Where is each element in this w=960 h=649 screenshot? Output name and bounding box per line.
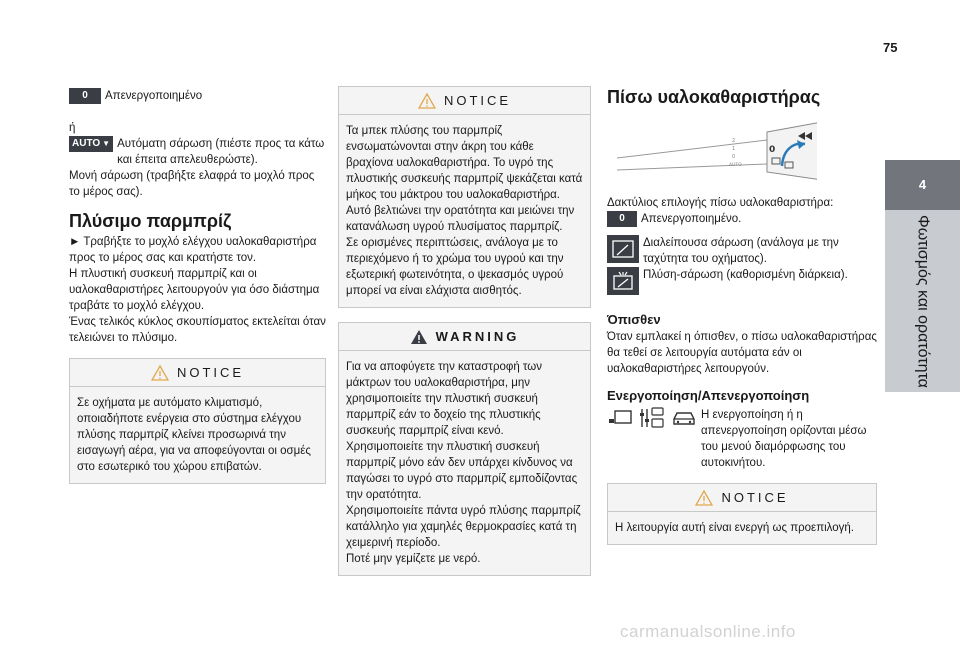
svg-text:2: 2 [732,138,736,144]
rear-off-badge: 0 [607,211,637,227]
auto-row [69,136,326,168]
page-number: 75 [883,40,898,55]
column-2 [338,80,591,576]
notice-label: NOTICE [176,364,245,380]
rear-wiper-heading: Πίσω υαλοκαθαριστήρας [607,87,821,107]
column-1 [69,80,326,484]
intermittent-row [607,235,877,267]
svg-text:0: 0 [732,154,736,160]
warning-triangle-icon [410,329,428,345]
reverse-text: Όταν εμπλακεί η όπισθεν, ο πίσω υαλοκαθαριστήρας θα τεθεί σε λειτουργία αυτόματα εάν οι υαλοκαθαριστήρες λειτουργούν. [607,331,877,375]
rear-wash-wipe-icon [607,267,639,295]
notice-triangle-icon [151,365,169,381]
or-text: ή [69,122,76,134]
watermark: carmanualsonline.info [620,622,796,641]
wash-row [607,267,877,295]
activation-heading: Ενεργοποίηση/Απενεργοποίηση [607,388,810,403]
washer-instruction: ► Τραβήξτε το μοχλό ελέγχου υαλοκαθαριστήρα προς το μέρος σας και κρατήστε τον. [69,236,317,264]
svg-text:0: 0 [769,145,776,155]
column-3 [607,80,877,545]
warning-label: WARNING [435,328,520,344]
activation-row [607,407,877,471]
warning-text-4: Ποτέ μην γεμίζετε με νερό. [346,553,481,565]
warning-text-3: Χρησιμοποιείτε πάντα υγρό πλύσης παρμπρίζ κατάλληλο για χαμηλές θερμοκρασίες κατά τη χειμερινή περίοδο. [346,505,581,549]
touchscreen-icon [607,409,633,427]
chapter-number: 4 [885,160,960,210]
notice-label: NOTICE [443,92,512,108]
warning-box [338,322,591,576]
auto-badge: AUTO ▼ [69,136,113,152]
notice-text: Σε οχήματα με αυτόματο κλιματισμό, οποιαδήποτε ενέργεια στο σύστημα ελέγχου πλύσης παρμπρίζ κλείνει προσωρινά την εισαγωγή αέρα, για να αποφεύγονται οι οσμές στο εσωτερικό του χώρου επιβατών. [77,397,311,473]
svg-text:AUTO: AUTO [729,163,742,168]
notice-text-2: Σε ορισμένες περιπτώσεις, ανάλογα με το περιεχόμενο ή το χρώμα του υγρού και την εξωτερική φωτεινότητα, ο ψεκασμός υγρού μπορεί να είναι ελάχιστα αισθητός. [346,237,564,297]
notice-label: NOTICE [721,489,789,505]
rear-off-row [607,211,877,227]
washer-para-1: Η πλυστική συσκευή παρμπρίζ και οι υαλοκαθαριστήρες λειτουργούν για όσο διάστημα τραβάτε το μοχλό ελέγχου. [69,268,320,312]
washer-heading: Πλύσιμο παρμπρίζ [69,211,232,231]
svg-text:1: 1 [732,146,736,152]
arrow-down-icon: ▼ [102,139,111,148]
chapter-title: Φωτισμός και ορατότητα [914,214,932,388]
wiper-lever-illustration [617,114,817,184]
off-text: Απενεργοποιημένο [105,90,203,102]
activation-text: Η ενεργοποίηση ή η απενεργοποίηση ορίζονται μέσω του μενού διαμόρφωσης του αυτοκινήτου. [701,409,867,469]
auto-text: Αυτόματη σάρωση (πιέστε προς τα κάτω και έπειτα απελευθερώστε). [117,138,325,166]
ring-label: Δακτύλιος επιλογής πίσω υαλοκαθαριστήρα: [607,197,834,209]
reverse-heading: Όπισθεν [607,312,661,327]
washer-para-2: Ένας τελικός κύκλος σκουπίσματος εκτελείται όταν τελειώνει το πλύσιμο. [69,316,326,344]
intermittent-text: Διαλείπουσα σάρωση (ανάλογα με την ταχύτητα του οχήματος). [643,237,839,265]
notice-triangle-icon [418,93,436,109]
settings-menu-icon [639,407,665,429]
notice-triangle-icon [695,490,713,506]
chapter-tab [885,160,960,392]
wash-text: Πλύση-σάρωση (καθορισμένη διάρκεια). [643,269,848,281]
notice-box-1 [69,358,326,484]
notice-box-2 [338,86,591,308]
notice-text: Η λειτουργία αυτή είναι ενεργή ως προεπιλογή. [615,522,854,534]
off-row [69,88,326,104]
warning-text-2: Χρησιμοποιείτε την πλυστική συσκευή παρμπρίζ μόνο εάν δεν υπάρχει κίνδυνος να παγώσει το υγρό στο παρμπρίζ εμποδίζοντας την ορατότητα. [346,441,578,501]
notice-text: Τα μπεκ πλύσης του παρμπρίζ ενσωματώνονται στην άκρη του κάθε βραχίονα υαλοκαθαριστήρα. Το υγρό της πλυστικής συσκευής παρμπρίζ ψεκάζεται κατά μήκος του μάκτρου του υαλοκαθαριστήρα. Αυτό βελτιώνει την ορατότητα και μειώνει την κατανάλωση υγρού πλυσίματος παρμπρίζ. [346,125,583,233]
off-badge: 0 [69,88,101,104]
single-sweep-text: Μονή σάρωση (τραβήξτε ελαφρά το μοχλό προς το μέρος σας). [69,170,315,198]
rear-off-text: Απενεργοποιημένο. [641,213,742,225]
warning-text: Για να αποφύγετε την καταστροφή των μάκτρων του υαλοκαθαριστήρα, μην χρησιμοποιείτε την πλυστική συσκευή παρμπρίζ εάν το δοχείο της πλυστικής συσκευής παρμπρίζ είναι κενό. [346,361,543,437]
car-icon [671,409,697,427]
rear-wiper-intermittent-icon [607,235,639,263]
notice-box-3 [607,483,877,545]
